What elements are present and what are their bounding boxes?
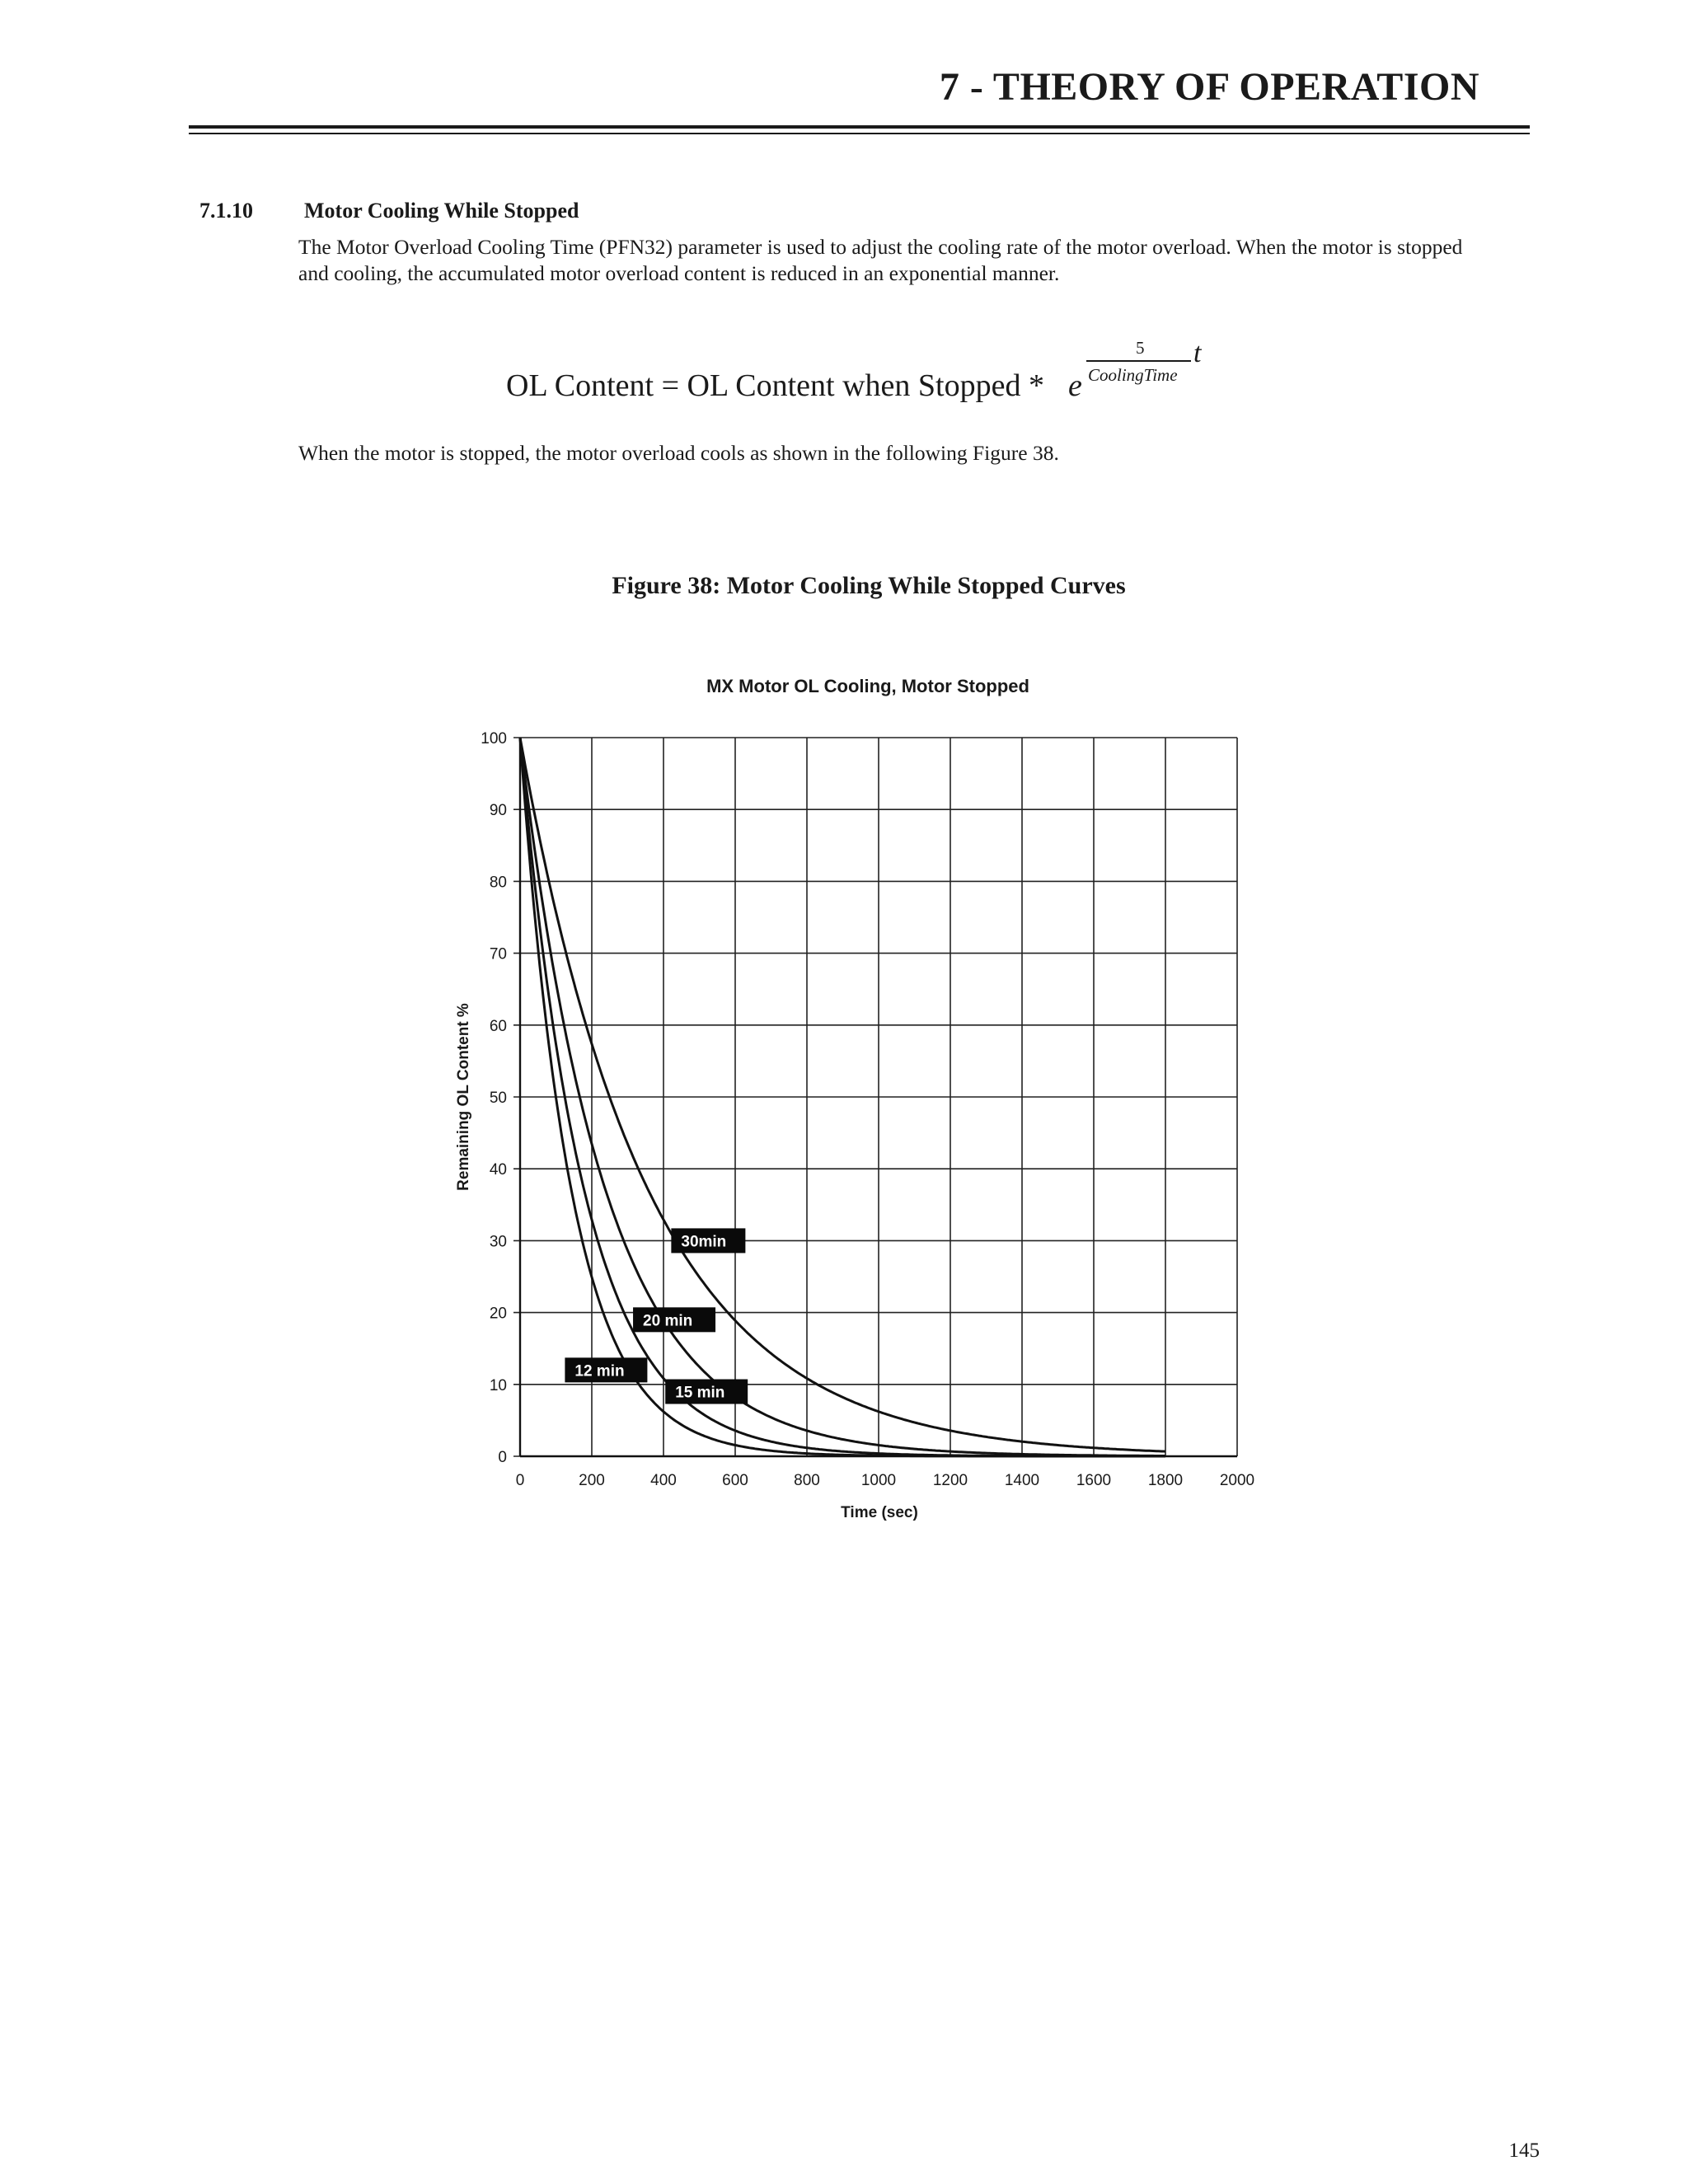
series-label-30-min (671, 1228, 745, 1253)
series-label-text: 15 min (675, 1384, 725, 1402)
x-tick-label: 1000 (860, 1472, 897, 1489)
y-tick-label: 60 (489, 1017, 507, 1035)
series-label-12-min (565, 1357, 647, 1382)
y-tick-label: 30 (489, 1233, 507, 1251)
page-number: 145 (1508, 2139, 1540, 2162)
x-tick-label: 1600 (1076, 1472, 1112, 1489)
equation-lhs: OL Content = OL Content when Stopped * (506, 368, 1044, 403)
paragraph-intro: The Motor Overload Cooling Time (PFN32) parameter is used to adjust the cooling rate of the motor overload. When the motor is stopped and cooling, the accumulated motor overload content is reduced in an exponential manner. (298, 235, 1463, 285)
series-label-15-min (665, 1380, 748, 1404)
chapter-title: 7 - THEORY OF OPERATION (939, 65, 1479, 109)
figure-caption: Figure 38: Motor Cooling While Stopped Curves (612, 572, 1126, 599)
y-tick-label: 10 (489, 1376, 507, 1394)
y-tick-label: 90 (489, 802, 507, 820)
x-tick-label: 1400 (1004, 1472, 1040, 1489)
x-tick-label: 2000 (1219, 1472, 1255, 1489)
x-tick-label: 400 (650, 1472, 677, 1489)
x-tick-label: 1200 (932, 1472, 968, 1489)
series-label-text: 12 min (574, 1362, 625, 1380)
x-tick-label: 1800 (1147, 1472, 1184, 1489)
equation-exp-denominator: CoolingTime (1088, 365, 1178, 385)
x-tick-label: 200 (579, 1472, 605, 1489)
series-label-text: 30min (681, 1233, 727, 1251)
series-label-20-min (633, 1307, 715, 1332)
x-axis-label: Time (sec) (841, 1504, 918, 1521)
y-tick-label: 80 (489, 874, 507, 892)
y-tick-label: 20 (489, 1305, 507, 1323)
section-number: 7.1.10 (199, 199, 253, 223)
paragraph-figure-reference: When the motor is stopped, the motor overload cools as shown in the following Figure 38. (298, 441, 1059, 465)
y-axis-label: Remaining OL Content % (455, 1003, 472, 1191)
x-tick-label: 0 (515, 1472, 525, 1489)
y-tick-label: 0 (498, 1449, 507, 1466)
equation-exp-variable: t (1193, 338, 1202, 368)
equation-exp-numerator: 5 (1136, 338, 1145, 358)
y-tick-label: 40 (489, 1161, 507, 1179)
y-tick-label: 100 (481, 730, 507, 748)
x-tick-label: 800 (794, 1472, 820, 1489)
series-label-text: 20 min (643, 1312, 693, 1330)
section-title: Motor Cooling While Stopped (304, 199, 579, 223)
y-tick-label: 50 (489, 1090, 507, 1107)
y-tick-label: 70 (489, 945, 507, 963)
x-tick-label: 600 (722, 1472, 748, 1489)
equation-base: e (1068, 368, 1082, 403)
chart-title: MX Motor OL Cooling, Motor Stopped (706, 676, 1029, 696)
